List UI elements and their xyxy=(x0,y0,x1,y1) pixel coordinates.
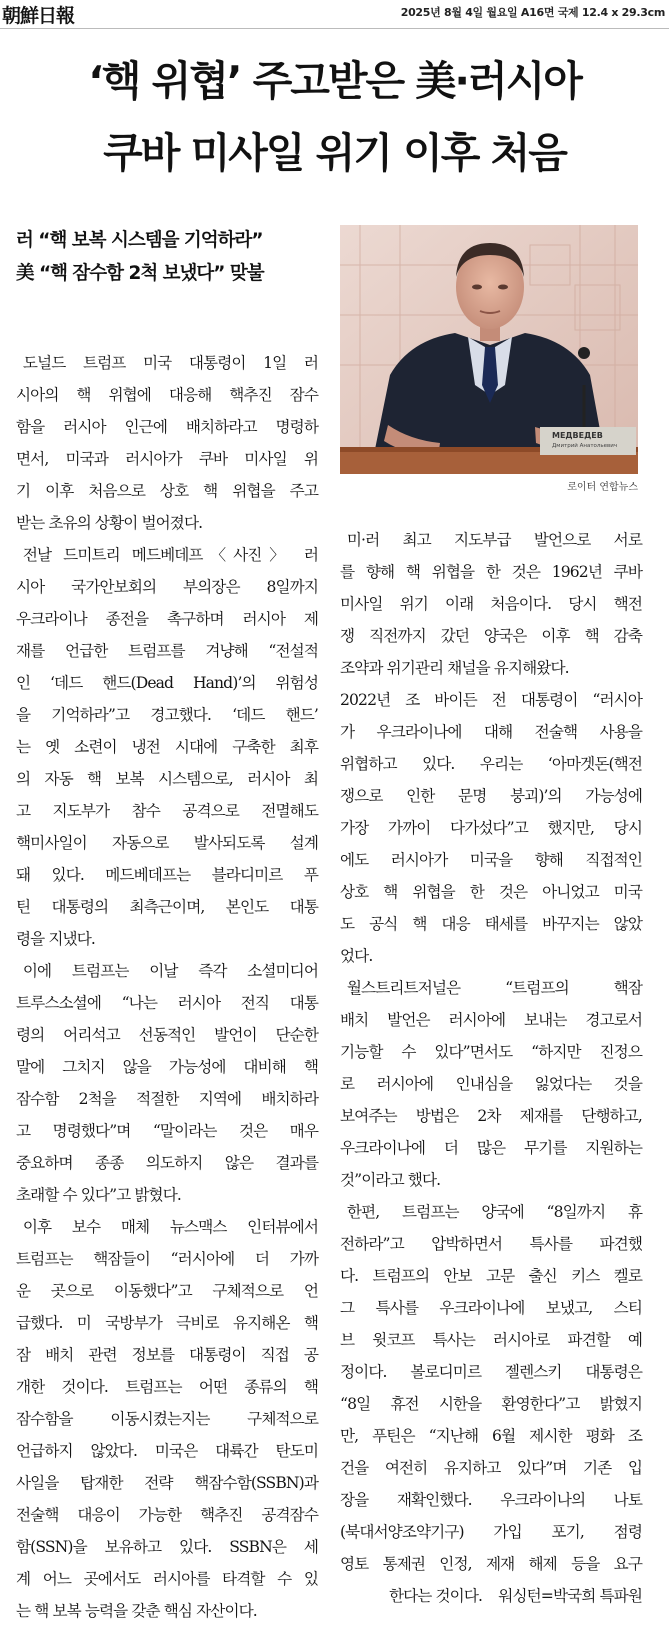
body-text-line: 전술핵 대응이 가능한 핵추진 공격잠수 xyxy=(16,1506,318,1524)
body-text-line: 그 특사를 우크라이나에 보냈고, 스티 xyxy=(340,1299,642,1317)
body-text-line: 언급하지 않았다. 미국은 대륙간 탄도미 xyxy=(16,1442,318,1460)
newspaper-logo: 朝鮮日報 xyxy=(2,5,75,27)
body-text-line: 틴 대통령의 최측근이며, 본인도 대통 xyxy=(16,898,318,916)
headline-line-1: ‘핵 위협’ 주고받은 美·러시아 xyxy=(88,57,581,105)
body-text-line: 면서, 미국과 러시아가 쿠바 미사일 위 xyxy=(16,450,318,468)
body-text-line: 개한 것이다. 트럼프는 어떤 종류의 핵 xyxy=(16,1378,318,1396)
body-text-line: 월스트리트저널은 “트럼프의 핵잠 xyxy=(340,979,642,997)
body-text-line: 트럼프는 핵잠들이 “러시아에 더 가까 xyxy=(16,1250,318,1268)
headline-line-2: 쿠바 미사일 위기 이후 처음 xyxy=(103,129,566,177)
publication-dateline: 2025년 8월 4일 월요일 A16면 국제 12.4 x 29.3cm xyxy=(400,6,665,19)
body-text-line: 운 곳으로 이동했다”고 구체적으로 언 xyxy=(16,1282,318,1300)
body-text-line: 2022년 조 바이든 전 대통령이 “러시아 xyxy=(340,691,642,709)
body-text-line: 함(SSN)을 보유하고 있다. SSBN은 세 xyxy=(16,1538,318,1556)
body-text-line: 계 어느 곳에서도 러시아를 타격할 수 있 xyxy=(16,1570,318,1588)
body-text-line: 장을 재확인했다. 우크라이나의 나토 xyxy=(340,1491,642,1509)
photo-caption: 로이터 연합뉴스 xyxy=(567,482,638,493)
article-body-right-column xyxy=(340,524,642,1612)
body-text-line: 받는 초유의 상황이 벌어졌다. xyxy=(16,514,203,532)
article-body-left-column xyxy=(16,347,318,1627)
body-text-line: “8일 휴전 시한을 환영한다”고 밝혔지 xyxy=(340,1395,642,1413)
body-text-line: 시아 국가안보회의 부의장은 8일까지 xyxy=(16,578,318,596)
body-text-line: 배치 발언은 러시아에 보내는 경고로서 xyxy=(340,1011,642,1029)
body-text-line: 함을 러시아 인근에 배치하라고 명령하 xyxy=(16,418,318,436)
body-text-line: 것”이라고 했다. xyxy=(340,1171,441,1189)
body-text-line: (북대서양조약기구) 가입 포기, 점령 xyxy=(340,1523,642,1541)
body-text-line: 브 윗코프 특사는 러시아로 파견할 예 xyxy=(340,1331,642,1349)
subheadline-line-2: 美 “핵 잠수함 2척 보냈다” 맞불 xyxy=(16,263,264,284)
body-text-line: 인 ‘데드 핸드(Dead Hand)’의 위험성 xyxy=(16,674,318,692)
body-text-line: 돼 있다. 메드베데프는 블라디미르 푸 xyxy=(16,866,318,884)
body-text-line: 말에 그치지 않을 가능성에 대비해 핵 xyxy=(16,1058,318,1076)
body-text-line: 을 기억하라”고 경고했다. ‘데드 핸드’ xyxy=(16,706,318,724)
body-text-line: 고 명령했다”며 “말이라는 것은 매우 xyxy=(16,1122,318,1140)
body-text-line: 영토 통제권 인정, 제재 해제 등을 요구 xyxy=(340,1555,642,1573)
body-text-line: 전날 드미트리 메드베데프〈사진〉 러 xyxy=(16,546,318,564)
body-text-line: 는 옛 소련이 냉전 시대에 구축한 최후 xyxy=(16,738,318,756)
body-text-line: 기 이후 처음으로 상호 핵 위협을 주고 xyxy=(16,482,318,500)
body-text-line: 가장 가까이 다가섰다”고 했지만, 당시 xyxy=(340,819,642,837)
body-text-line: 를 향해 핵 위협을 한 것은 1962년 쿠바 xyxy=(340,563,642,581)
body-text-line: 초래할 수 있다”고 밝혔다. xyxy=(16,1186,181,1204)
body-text-line: 트루스소셜에 “나는 러시아 전직 대통 xyxy=(16,994,318,1012)
body-text-line: 잠수함을 이동시켰는지는 구체적으로 xyxy=(16,1410,318,1428)
body-text-line: 이후 보수 매체 뉴스맥스 인터뷰에서 xyxy=(16,1218,318,1236)
body-text-line: 만, 푸틴은 “지난해 6월 제시한 평화 조 xyxy=(340,1427,642,1445)
body-text-line: 고 지도부가 참수 공격으로 전멸해도 xyxy=(16,802,318,820)
body-text-line: 령의 어리석고 선동적인 발언이 단순한 xyxy=(16,1026,318,1044)
body-text-line: 급했다. 미 국방부가 극비로 유지해온 핵 xyxy=(16,1314,318,1332)
body-text-line: 로 러시아에 인내심을 잃었다는 것을 xyxy=(340,1075,642,1093)
body-text-line: 쟁으로 인한 문명 붕괴)’의 가능성에 xyxy=(340,787,642,805)
body-text-line: 상호 핵 위협을 한 것은 아니었고 미국 xyxy=(340,883,642,901)
body-text-line: 전하라”고 압박하면서 특사를 파견했 xyxy=(340,1235,642,1253)
body-text-line: 건을 여전히 유지하고 있다”며 기존 입 xyxy=(340,1459,642,1477)
body-text-line: 한다는 것이다. 워싱턴=박국희 특파원 xyxy=(388,1587,642,1605)
body-text-line: 우크라이나 종전을 촉구하며 러시아 제 xyxy=(16,610,318,628)
body-text-line: 미사일 위기 이래 처음이다. 당시 핵전 xyxy=(340,595,642,613)
body-text-line: 기능할 수 있다”면서도 “하지만 진정으 xyxy=(340,1043,642,1061)
body-text-line: 쟁 직전까지 갔던 양국은 이후 핵 감축 xyxy=(340,627,642,645)
body-text-line: 미·러 최고 지도부급 발언으로 서로 xyxy=(340,531,642,549)
body-text-line: 령을 지냈다. xyxy=(16,930,95,948)
body-text-line: 의 자동 핵 보복 시스템으로, 러시아 최 xyxy=(16,770,318,788)
body-text-line: 시아의 핵 위협에 대응해 핵추진 잠수 xyxy=(16,386,318,404)
body-text-line: 보여주는 방법은 2차 제재를 단행하고, xyxy=(340,1107,642,1125)
body-text-line: 도 공식 핵 대응 태세를 바꾸지는 않았 xyxy=(340,915,642,933)
body-text-line: 한편, 트럼프는 양국에 “8일까지 휴 xyxy=(340,1203,642,1221)
body-text-line: 중요하며 종종 의도하지 않은 결과를 xyxy=(16,1154,318,1172)
body-text-line: 조약과 위기관리 채널을 유지해왔다. xyxy=(340,659,569,677)
body-text-line: 도널드 트럼프 미국 대통령이 1일 러 xyxy=(16,354,318,372)
body-text-line: 다. 트럼프의 안보 고문 출신 키스 켈로 xyxy=(340,1267,642,1285)
nameplate-text: МЕДВЕДЕВ xyxy=(552,431,603,440)
body-text-line: 사일을 탑재한 전략 핵잠수함(SSBN)과 xyxy=(16,1474,318,1492)
nameplate-subtext: Дмитрий Анатольевич xyxy=(552,443,618,449)
body-text-line: 정이다. 볼로디미르 젤렌스키 대통령은 xyxy=(340,1363,642,1381)
subheadline-line-1: 러 “핵 보복 시스템을 기억하라” xyxy=(16,230,263,251)
body-text-line: 는 핵 보복 능력을 갖춘 핵심 자산이다. xyxy=(16,1602,257,1620)
masthead xyxy=(0,0,669,29)
body-text-line: 위협하고 있다. 우리는 ‘아마겟돈(핵전 xyxy=(340,755,642,773)
body-text-line: 에도 러시아가 미국을 향해 직접적인 xyxy=(340,851,642,869)
body-text-line: 었다. xyxy=(340,947,373,965)
body-text-line: 우크라이나에 더 많은 무기를 지원하는 xyxy=(340,1139,642,1157)
body-text-line: 잠수함 2척을 적절한 지역에 배치하라 xyxy=(16,1090,318,1108)
body-text-line: 잠 배치 관련 정보를 대통령이 직접 공 xyxy=(16,1346,318,1364)
body-text-line: 재를 언급한 트럼프를 겨냥해 “전설적 xyxy=(16,642,318,660)
article-photo xyxy=(340,225,638,474)
body-text-line: 가 우크라이나에 대해 전술핵 사용을 xyxy=(340,723,642,741)
body-text-line: 이에 트럼프는 이날 즉각 소셜미디어 xyxy=(16,962,318,980)
body-text-line: 핵미사일이 자동으로 발사되도록 설계 xyxy=(16,834,318,852)
